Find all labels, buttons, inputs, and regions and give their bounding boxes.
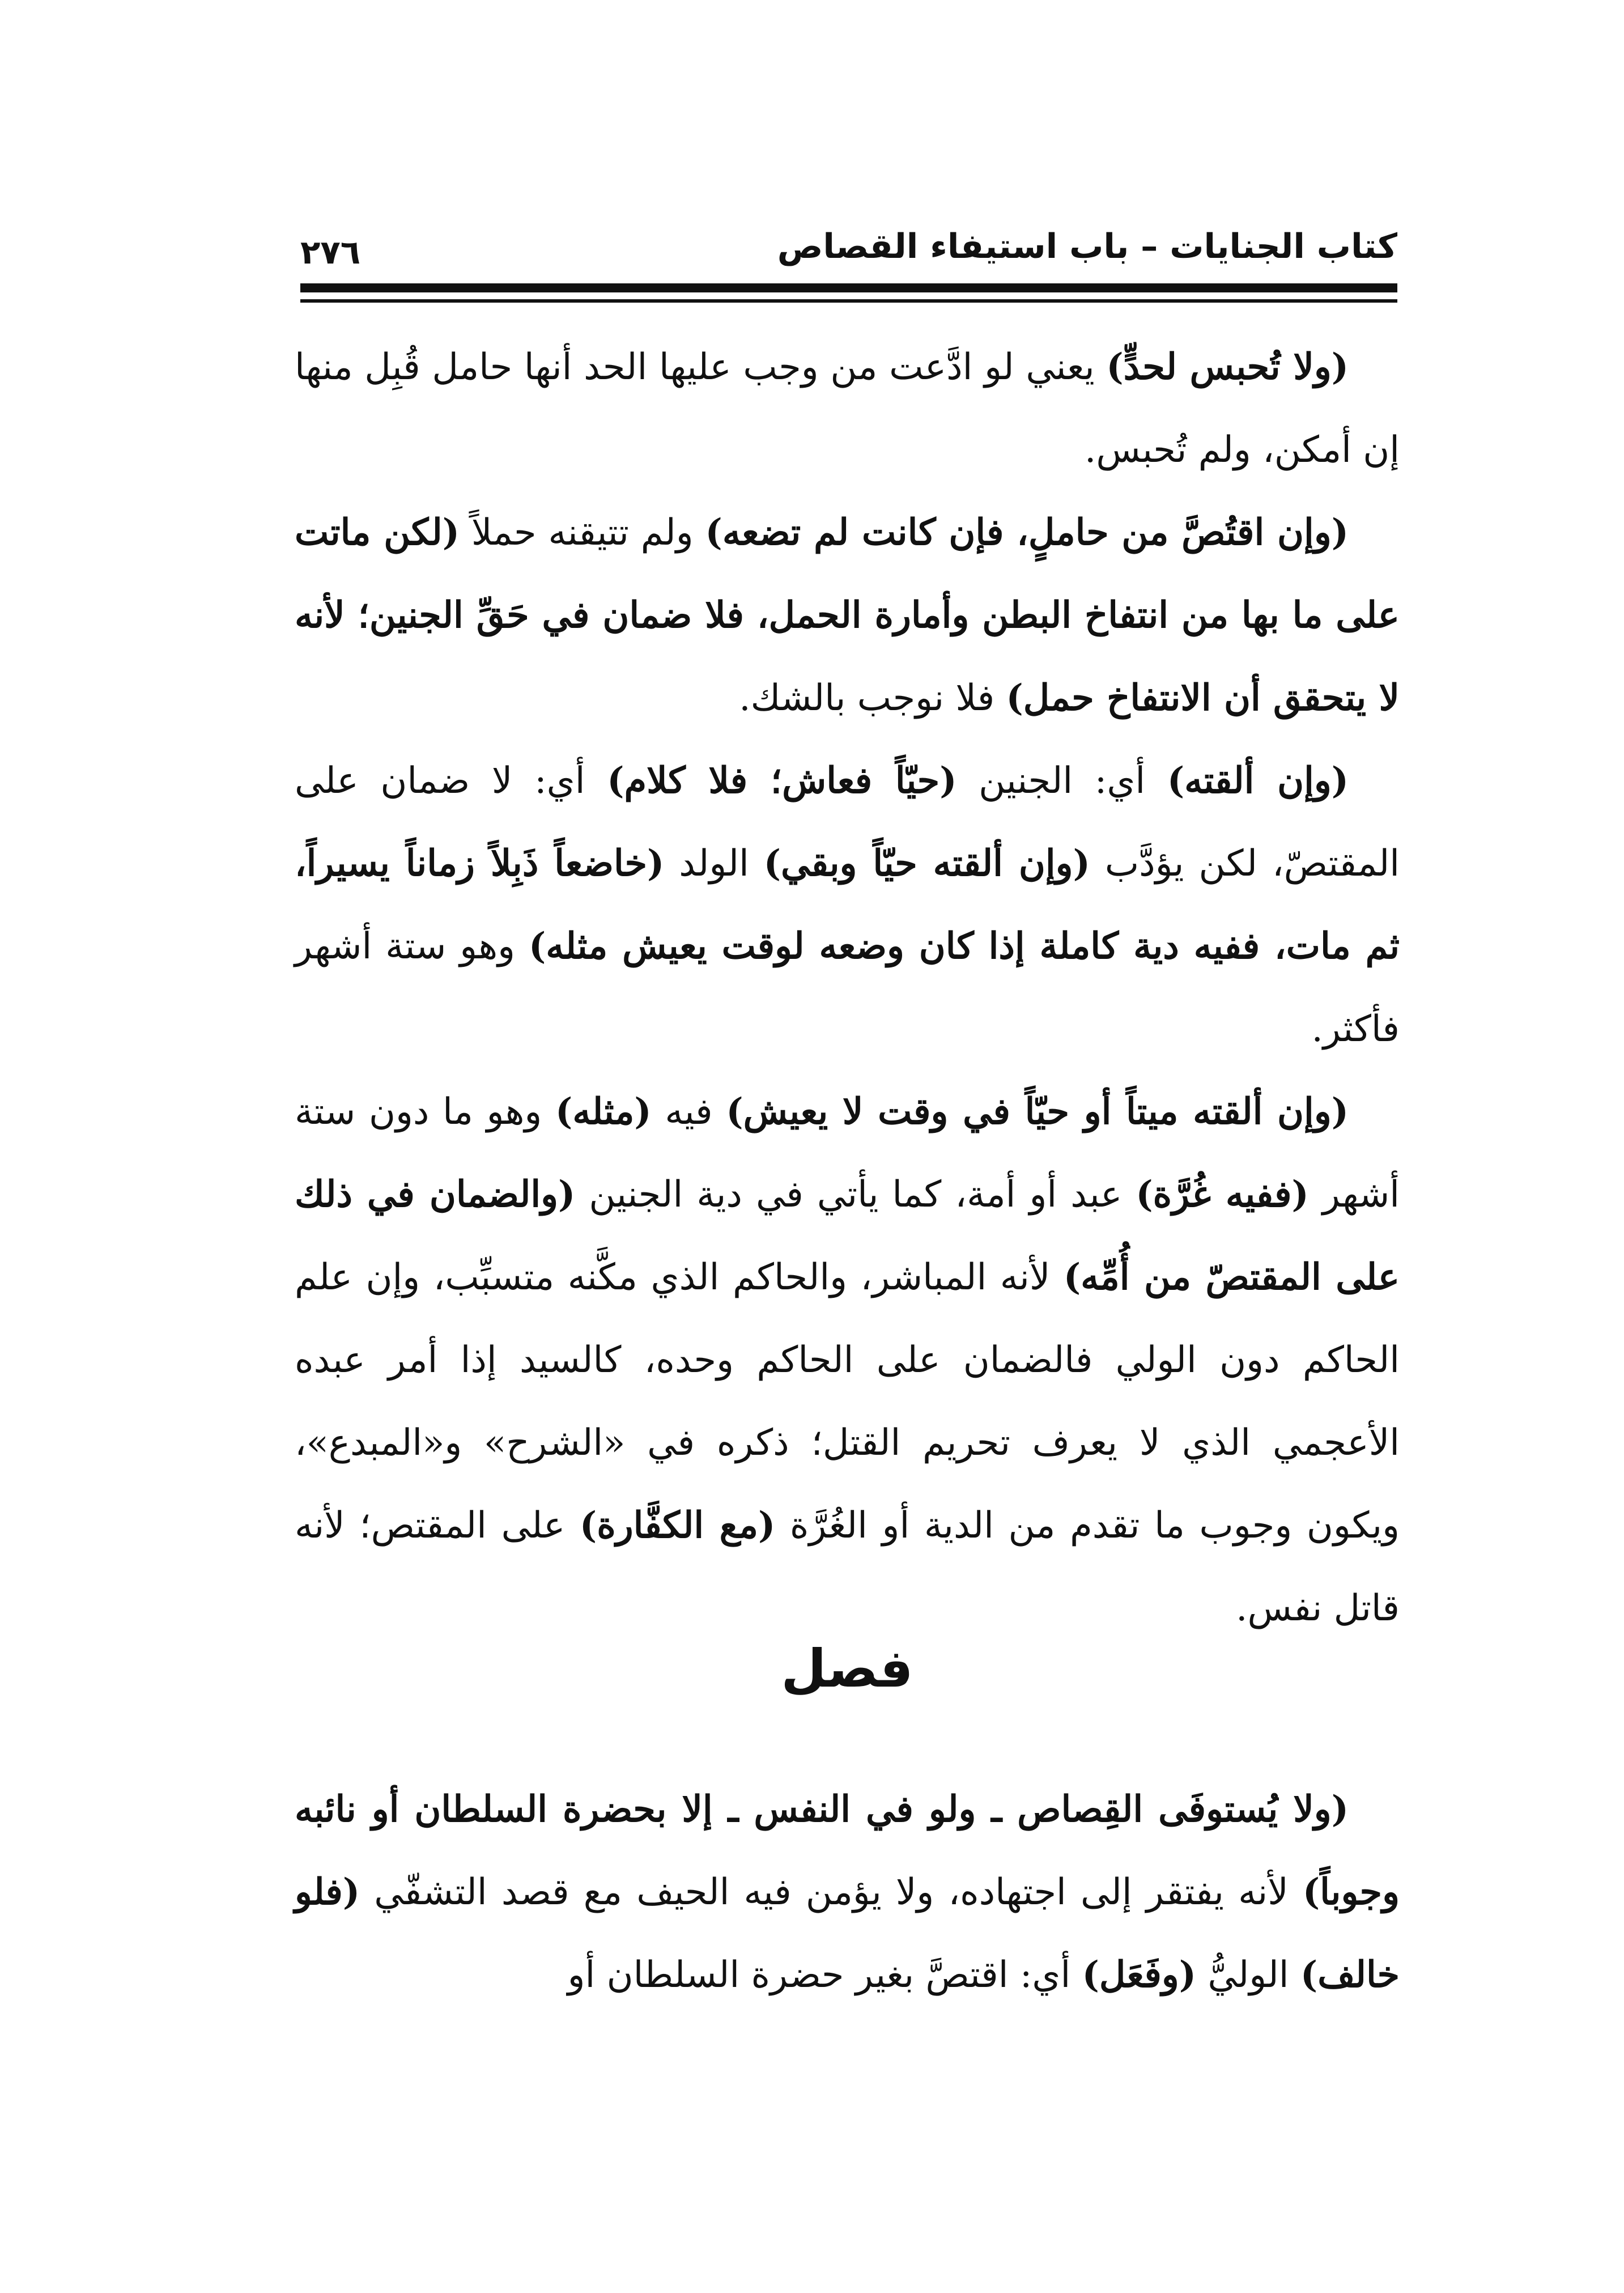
quoted-matn-text: (وإن ألقته حيّاً وبقي) — [763, 842, 1090, 885]
quoted-matn-text: (فلو خالف) — [295, 1871, 1400, 1996]
commentary-text: وهو ما دون ستة أشهر — [295, 1091, 1400, 1216]
header-rule-thin — [300, 299, 1397, 303]
header-rule-thick — [300, 283, 1397, 292]
quoted-matn-text: (خاضعاً ذَبِلاً زماناً يسيراً، ثم مات، ففيه دية كاملة إذا كان وضعه لوقت يعيش مثله) — [295, 842, 1400, 967]
running-header — [300, 218, 1397, 281]
quoted-matn-text: (مع الكفَّارة) — [579, 1504, 776, 1547]
commentary-text: لأنه المباشر، والحاكم الذي مكَّنه متسبِّب، وإن علم الحاكم دون الولي فالضمان على الحاكم وحده، كالسيد إذا أمر عبده الأعجمي الذي لا يعرف تحريم القتل؛ ذكره في «الشرح» و«المبدع»، ويكون وجوب ما تقدم من الدية أو الغُرَّة — [295, 1256, 1400, 1547]
commentary-text: الوليُّ — [1196, 1954, 1300, 1996]
quoted-matn-text: (وإن اقتُصَّ من حاملٍ، فإن كانت لم تضعه) — [705, 511, 1349, 554]
quoted-matn-text: (وفَعَل) — [1082, 1954, 1197, 1996]
paragraph — [295, 491, 1400, 740]
commentary-text: الولد — [664, 843, 764, 885]
paragraph — [295, 740, 1400, 1071]
quoted-matn-text: (ففيه غُرَّة) — [1136, 1173, 1309, 1216]
section-body-text — [295, 1768, 1400, 2016]
quoted-matn-text: (ولا تُحبس لحدٍّ) — [1106, 346, 1349, 388]
body-text — [295, 326, 1400, 1650]
quoted-matn-text: (والضمان في ذلك على المقتصّ من أُمِّه) — [295, 1173, 1400, 1298]
page-number: ٢٧٦ — [300, 233, 361, 271]
commentary-text: يعني لو ادَّعت من وجب عليها الحد أنها حامل قُبِل منها إن أمكن، ولم تُحبس. — [295, 346, 1400, 471]
commentary-text: أي: اقتصَّ بغير حضرة السلطان أو — [567, 1954, 1082, 1996]
commentary-text: لأنه يفتقر إلى اجتهاده، ولا يؤمن فيه الحيف مع قصد التشفّي — [360, 1871, 1303, 1913]
commentary-text: وهو ستة أشهر فأكثر. — [295, 925, 1400, 1050]
quoted-matn-text: (وإن ألقته) — [1167, 759, 1349, 802]
commentary-text: أي: لا ضمان على المقتصّ، لكن يؤدَّب — [295, 760, 1400, 885]
section-heading: فصل — [781, 1638, 913, 1699]
commentary-text: فيه — [651, 1091, 726, 1133]
paragraph — [295, 326, 1400, 491]
commentary-text: على المقتص؛ لأنه قاتل نفس. — [295, 1505, 1400, 1629]
quoted-matn-text: (مثله) — [555, 1090, 652, 1133]
commentary-text: فلا نوجب بالشك. — [739, 677, 1006, 719]
header-title: كتاب الجنايات – باب استيفاء القصاص — [777, 227, 1397, 266]
quoted-matn-text: (وإن ألقته ميتاً أو حيّاً في وقت لا يعيش) — [726, 1090, 1349, 1133]
quoted-matn-text: (لكن ماتت على ما بها من انتفاخ البطن وأمارة الحمل، فلا ضمان في حَقِّ الجنين؛ لأنه لا يتحقق أن الانتفاخ حمل) — [295, 511, 1400, 719]
commentary-text: عبد أو أمة، كما يأتي في دية الجنين — [575, 1174, 1136, 1216]
paragraph — [295, 1071, 1400, 1650]
quoted-matn-text: (ولا يُستوفَى القِصاص ـ ولو في النفس ـ إلا بحضرة السلطان أو نائبه وجوباً) — [295, 1788, 1400, 1913]
quoted-matn-text: (حيّاً فعاش؛ فلا كلام) — [607, 759, 957, 802]
commentary-text: أي: الجنين — [956, 760, 1167, 802]
paragraph — [295, 1768, 1400, 2016]
commentary-text: ولم تتيقنه حملاً — [460, 512, 705, 554]
